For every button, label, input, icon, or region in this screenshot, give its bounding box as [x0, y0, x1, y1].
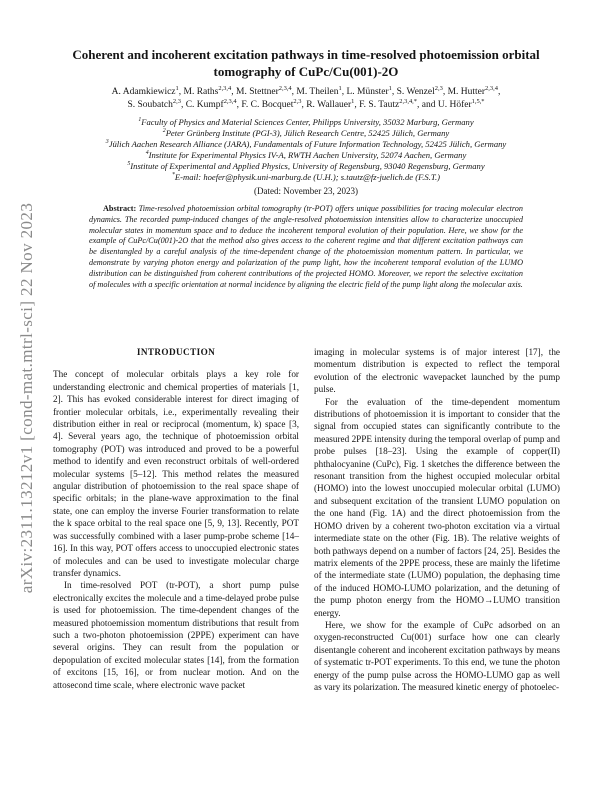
affiliation: $^2$Peter Grünberg Institute (PGI-3), Jülich Research Centre, 52425 Jülich, Germany: [162, 128, 450, 138]
affiliation: $^1$Faculty of Physics and Material Sciences Center, Philipps University, 35032 Marburg, Germany: [138, 117, 474, 127]
author: M. Stettner$^{2,3,4}$,: [236, 84, 297, 97]
paragraph: The concept of molecular orbitals plays a key role for understanding electronic and chemical properties of materials [1, 2]. This has evoked considerable interest for direct imaging of frontier molecular orbitals, i.e., experimentally revealing their distribution either in real or reciprocal (momentum, k) space [3, 4]. Several years ago, the technique of photoemission orbital tomography (POT) was introduced and proved to be a powerful method to identify and even reconstruct orbitals of well-ordered molecular systems [5–12]. This method relates the measured angular distribution of photoemission to the real space shape of specific orbitals; in the plane-wave approximation to the final state, one can employ the inverse Fourier transformation to relate the k space orbital to the real space one [5, 9, 13]. Recently, POT was successfully combined with a laser pump-probe scheme [14–16]. In this way, POT offers access to unoccupied electronic states of molecules and can be used to investigate molecular charge transfer dynamics.: [53, 369, 299, 578]
paragraph: imaging in molecular systems is of major interest [17], the momentum distribution is expected to reflect the temporal evolution of the electronic wavepacket launched by the pump pulse.: [314, 347, 560, 395]
affiliation: $^3$Jülich Aachen Research Alliance (JARA), Fundamentals of Future Information Technology, 52425 Jülich, Germany: [105, 139, 507, 149]
author-line-1: [46, 86, 566, 99]
body-columns: [53, 346, 560, 693]
author: R. Wallauer$^1$,: [306, 97, 360, 110]
paragraph: Here, we show for the example of CuPc adsorbed on an oxygen-reconstructed Cu(001) surface how one can clearly disentangle coherent and incoherent excitation pathways by means of systematic tr-POT experiments. To this end, we tune the photon energy of the pump pulse across the HOMO-LUMO gap as well as vary its polarization. The measured kinetic energy of photoelec-: [314, 619, 560, 692]
paper-title: [46, 46, 566, 80]
author: A. Adamkiewicz$^1$,: [111, 84, 184, 97]
abstract: [89, 204, 523, 290]
author: S. Soubatch$^{2,3}$,: [127, 97, 186, 110]
author-list: [46, 86, 566, 112]
author: M. Theilen$^1$,: [296, 84, 347, 97]
author-line-2: [46, 99, 566, 112]
affiliation: $^4$Institute for Experimental Physics IV-A, RWTH Aachen University, 52074 Aachen, Germany: [145, 150, 467, 160]
right-column: [314, 346, 560, 693]
author: M. Raths$^{2,3,4}$,: [183, 84, 236, 97]
author: M. Hutter$^{2,3,4}$,: [447, 84, 501, 97]
paragraph: For the evaluation of the time-dependent momentum distributions of photoemission it is important to consider that the signal from occupied states can significantly contribute to the measured 2PPE intensity during the temporal overlap of pump and probe pulses [18–23]. Using the example of copper(II) phthalocyanine (CuPc), Fig. 1 sketches the difference between the resonant transition from the highest occupied molecular orbital (HOMO) into the lowest unoccupied molecular orbital (LUMO) and subsequent excitation of the transient LUMO population on the one hand (Fig. 1A) and the direct photoemission from the HOMO driven by a coherent two-photon excitation via a virtual intermediate state on the other (Fig. 1B). The relative weights of both pathways depend on a number of factors [24, 25]. Besides the matrix elements of the 2PPE process, these are mainly the lifetime of the intermediate state (LUMO) population, the dephasing time of the induced HOMO-LUMO polarization, and the detuning of the pump photon energy from the HOMO→LUMO transition energy.: [314, 396, 560, 618]
left-column: [53, 346, 299, 693]
affiliation: $^5$Institute of Experimental and Applied Physics, University of Regensburg, 93040 Regensburg, Germany: [127, 161, 485, 171]
abstract-text: Time-resolved photoemission orbital tomography (tr-POT) offers unique possibilities for tracing molecular electron dynamics. The recorded pump-induced changes of the angle-resolved photoemission intensities allow to characterize unoccupied molecular states in momentum space and to deduce the incoherent temporal evolution of their population. Here, we show for the example of CuPc/Cu(001)-2O that the method also gives access to the coherent regime and that different excitation pathways can be disentangled by a careful analysis of the time-dependent change of the photoemission momentum pattern. In particular, we demonstrate by varying photon energy and polarization of the pump light, how the incoherent temporal evolution of the LUMO distribution can be distinguished from coherent contributions of the projected HOMO. Moreover, we report the selective excitation of molecules with a specific orientation at normal incidence by aligning the electric field of the pump light along the molecular axis.: [89, 204, 523, 289]
affiliation-list: [36, 117, 576, 183]
date-line: (Dated: November 23, 2023): [254, 186, 358, 196]
author: F. S. Tautz$^{2,3,4,*}$, and: [359, 97, 438, 110]
author: L. Münster$^1$,: [346, 84, 397, 97]
paper-title-line-1: Coherent and incoherent excitation pathways in time-resolved photoemission orbital: [72, 47, 540, 62]
abstract-label: Abstract:: [103, 204, 137, 213]
section-heading-introduction: INTRODUCTION: [136, 347, 216, 357]
paragraph: In time-resolved POT (tr-POT), a short pump pulse electronically excites the molecule and a time-delayed probe pulse is used for photoemission. The time-dependent changes of the measured photoemission momentum distributions that result from such a two-photon photoemission (2PPE) experiment can have several origins. They can result from the population or depopulation of excited molecular states [14], from the formation of excitons [15, 16], or from nuclear motion. And on the attosecond time scale, where electronic wave packet: [53, 580, 299, 690]
author: C. Kumpf$^{2,3,4}$,: [185, 97, 242, 110]
arxiv-watermark: arXiv:2311.13212v1 [cond-mat.mtrl-sci] 22 Nov 2023: [17, 202, 36, 594]
author: S. Wenzel$^{2,3}$,: [396, 84, 448, 97]
author: U. Höfer$^{1,5,*}$: [437, 97, 485, 110]
affiliation-email: *E-mail: hoefer@physik.uni-marburg.de (U.H.); s.tautz@fz-juelich.de (F.S.T.): [172, 172, 440, 182]
author: F. C. Bocquet$^{2,3}$,: [241, 97, 307, 110]
paper-title-line-2: tomography of CuPc/Cu(001)-2O: [213, 64, 399, 79]
